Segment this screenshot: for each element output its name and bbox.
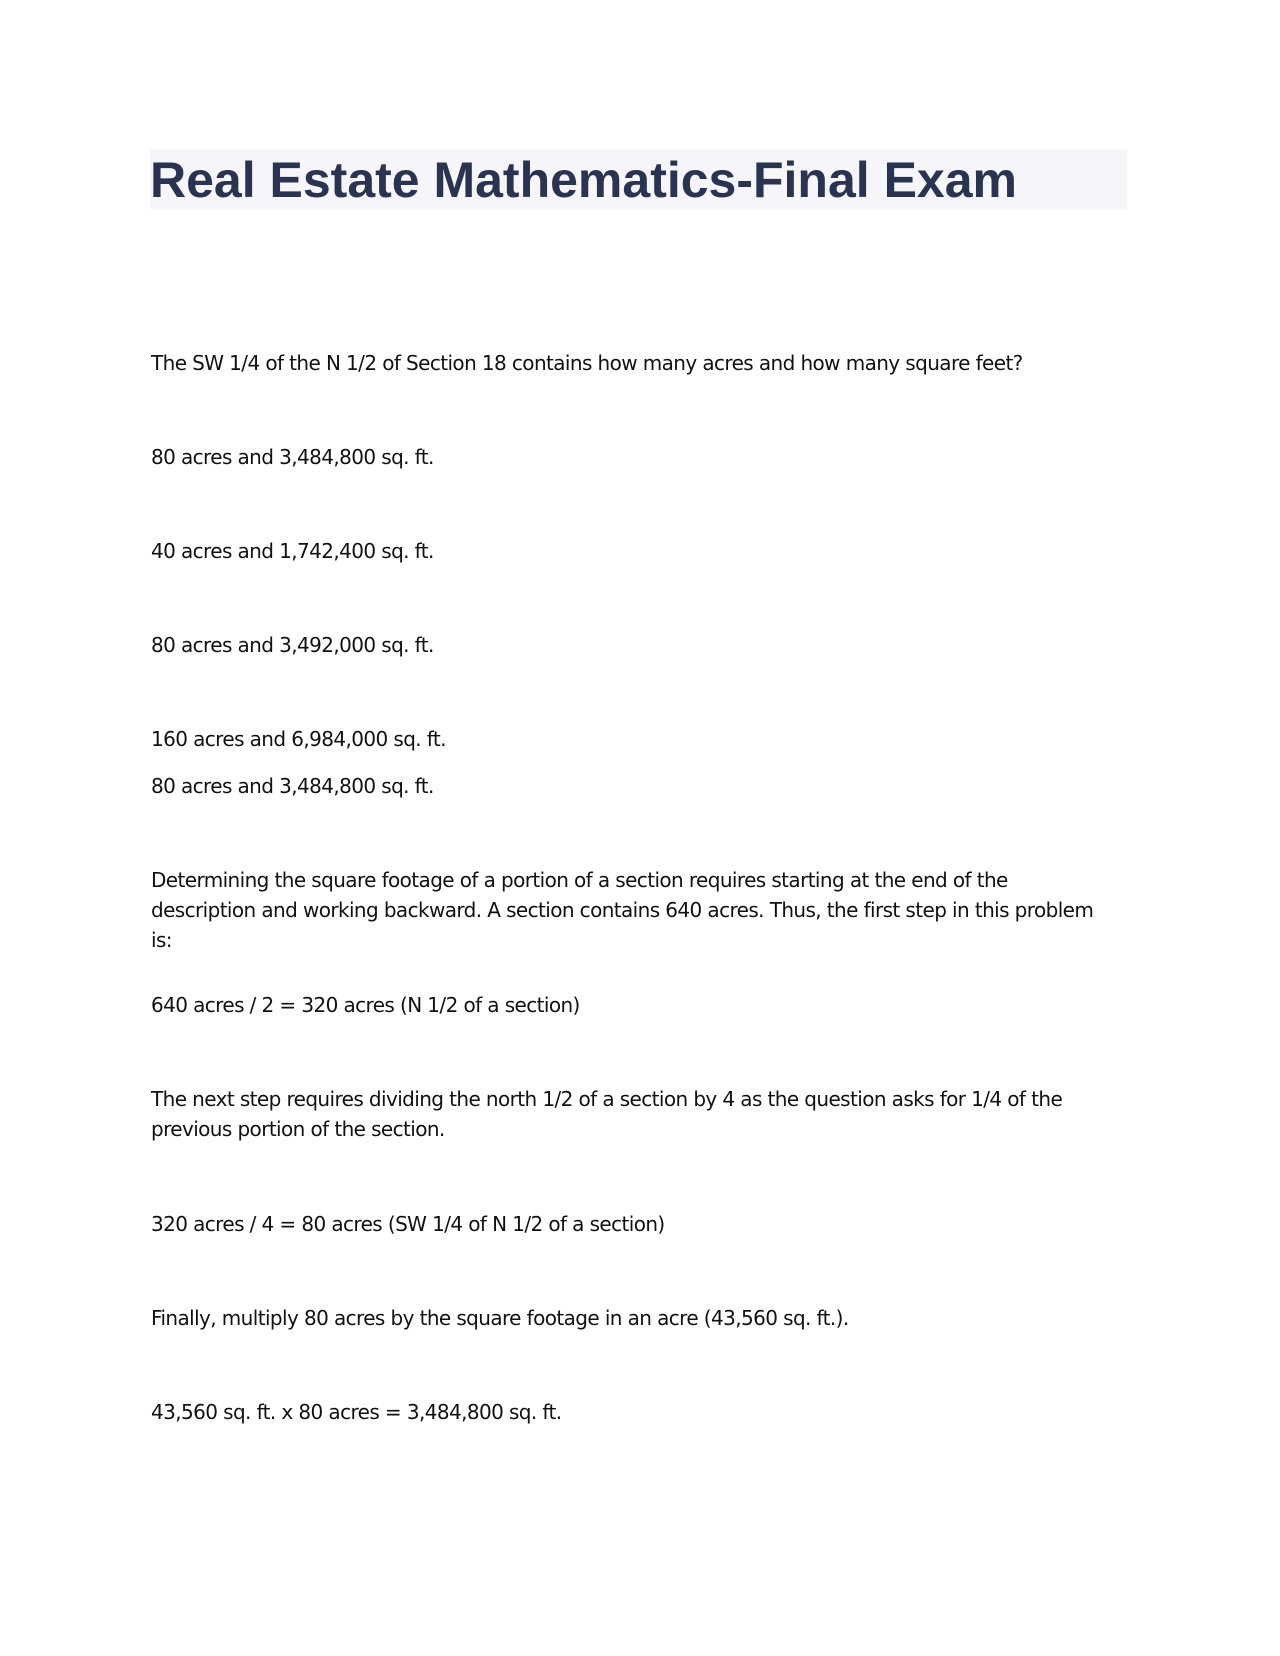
document-title: Real Estate Mathematics-Final Exam <box>150 152 1017 208</box>
question-text: The SW 1/4 of the N 1/2 of Section 18 contains how many acres and how many square feet? <box>151 351 1023 375</box>
explanation-step-1: 640 acres / 2 = 320 acres (N 1/2 of a section) <box>151 993 580 1017</box>
option-3: 80 acres and 3,492,000 sq. ft. <box>151 633 434 657</box>
answer-text: 80 acres and 3,484,800 sq. ft. <box>151 774 434 798</box>
title-block <box>150 149 1127 209</box>
explanation-step-3-calc: 43,560 sq. ft. x 80 acres = 3,484,800 sq. ft. <box>151 1400 562 1424</box>
explanation-step-3-text: Finally, multiply 80 acres by the square footage in an acre (43,560 sq. ft.). <box>151 1306 849 1330</box>
explanation-step-2-calc: 320 acres / 4 = 80 acres (SW 1/4 of N 1/2 of a section) <box>151 1212 665 1236</box>
option-4: 160 acres and 6,984,000 sq. ft. <box>151 727 446 751</box>
option-1: 80 acres and 3,484,800 sq. ft. <box>151 445 434 469</box>
explanation-intro: Determining the square footage of a portion of a section requires starting at the end of the description and working backward. A section contains 640 acres. Thus, the first step in this problem is: <box>151 868 1094 952</box>
explanation-step-2-text: The next step requires dividing the north 1/2 of a section by 4 as the question asks for 1/4 of the previous portion of the section. <box>151 1087 1063 1141</box>
option-2: 40 acres and 1,742,400 sq. ft. <box>151 539 434 563</box>
